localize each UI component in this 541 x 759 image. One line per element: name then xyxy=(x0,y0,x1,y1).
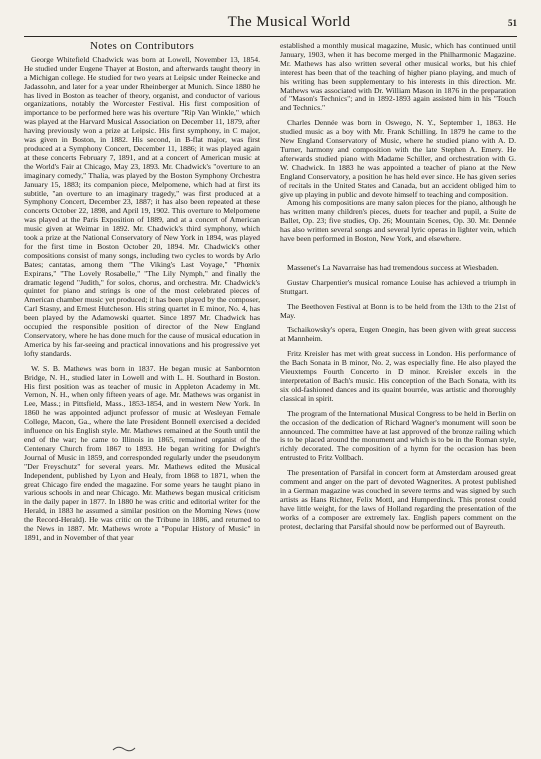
page-number: 51 xyxy=(507,18,517,28)
paragraph-mathews: W. S. B. Mathews was born in 1837. He began music at Sanbornton Bridge, N. H., studied later in Lowell and with L. H. Southard in Boston. His first position was as teacher of music in Appleton Academy in Mt. Vernon, N. H., when only fifteen years of age. Mr. Mathews was organist in Lee, Mass.; in Pittsfield, Mass., 1853-1854, and in western New York. In 1860 he was appointed adjunct professor of music at Wesleyan Female College, Macon, Ga., where the late President Bonnell exercised a decided influence on his English style. Mr. Mathews remained at the South until the end of the war; he came to Illinois in 1865, remained organist of the Centenary Church from 1867 to 1893. He began writing for Dwight's Journal of Music in 1859, and corresponded regularly under the pseudonym "Der Freyschutz" for several years. Mr. Mathews edited the Musical Independent, published by Lyon and Healy, from 1868 to 1871, when the great Chicago fire ended the magazine. For some years he taught piano in various schools in and near Chicago. Mr. Mathews began musical criticism in the daily paper in 1877. In 1880 he was critic and editorial writer for the Herald, in 1883 he assumed a similar position on the Morning News (now the Record-Herald). He was critic on the Tribune in 1886, and returned to the News in 1887. Mr. Mathews wrote a "Popular History of Music" in 1891, and in November of that year xyxy=(24,363,260,542)
right-column xyxy=(280,42,516,532)
news-tschaikowsky: Tschaikowsky's opera, Eugen Onegin, has been given with great success at Mannheim. xyxy=(280,325,516,344)
news-parsifal: The presentation of Parsifal in concert form at Amsterdam aroused great comment and anger on the part of devoted Wagnerites. A protest published in a German magazine was couched in severe terms and was signed by such artists as Hans Richter, Felix Mottl, and Humperdinck. This protest could have little weight, for the laws of Holland regarding the presentation of the works of a composer are extremely lax. English papers comment on the protest, declaring that Parsifal should now be performed out of Bayreuth. xyxy=(280,468,516,531)
news-wagner-congress: The program of the International Musical Congress to be held in Berlin on the occasion of the dedication of Richard Wagner's monument will soon be announced. The committee have at last approved of the bronze railing which is to be placed around the monument and which is to be in the Roman style, richly decorated. The composition of a hymn for the occasion has been entrusted to Fritz Vollbach. xyxy=(280,408,516,463)
magazine-title: The Musical World xyxy=(227,14,351,30)
paragraph-dennee: Charles Dennée was born in Oswego, N. Y., September 1, 1863. He studied music as a boy with Mr. Frank Schilling. In 1879 he came to the New England Conservatory of Music, where he studied piano with A. D. Turner, harmony and composition with the late Stephen A. Emery. He afterwards studied piano with Madame Schiller, and orchestration with G. W. Chadwick. In 1883 he was appointed a teacher of piano at the New England Conservatory, a position he has held ever since. He has given series of recitals in the United States and Canada, but an accident obliged him to give up playing in public and devote himself to teaching and composition. xyxy=(280,118,516,199)
news-beethoven-festival: The Beethoven Festival at Bonn is to be held from the 13th to the 21st of May. xyxy=(280,301,516,320)
news-massenet: Massenet's La Navarraise has had tremendous success at Wiesbaden. xyxy=(287,262,499,272)
news-charpentier: Gustav Charpentier's musical romance Louise has achieved a triumph in Stuttgart. xyxy=(280,277,516,296)
running-header xyxy=(40,14,517,34)
left-column xyxy=(24,42,260,543)
end-ornament xyxy=(112,744,136,754)
header-rule xyxy=(24,36,517,37)
paragraph-dennee-compositions: Among his compositions are many salon pieces for the piano, although he has written many children's pieces, duets for teacher and pupil, a Suite de Ballet, Op. 23; five studies, Op. 26; Mountain Scenes, Op. 30. Mr. Dennée has also written several songs and several lyric operas in lighter vein, which have been performed in Boston, New York, and elsewhere. xyxy=(280,198,516,244)
news-kreisler: Fritz Kreisler has met with great success in London. His performance of the Bach Sonata in B minor, No. 2, was especially fine. He also played the Vieuxtemps Fourth Concerto in D minor. Kreisler excels in the interpretation of Bach's music. His conception of the Bach Sonata, with its six old-fashioned dances and its quaint bourrée, was artistic and thoroughly classical in spirit. xyxy=(280,349,516,403)
paragraph-chadwick: George Whitefield Chadwick was born at Lowell, November 13, 1854. He studied under Eugene Thayer at Boston, and afterwards taught theory in a Michigan college. He studied for two years at Leipsic under Reinecke and Jadassohn, and later for a year under Rheinberger at Munich. Since 1880 he has lived in Boston as teacher of theory, organist, and conductor of various organizations, notably the Worcester Festival. His first composition of importance to be performed here was his overture "Rip Van Winkle," which was played at the Harvard Musical Association on December 11, 1879, after having previously won a prize at Leipsic. His first symphony, in C major, was given in Boston, in 1882. His second, in B-flat major, was first produced at a Symphony Concert, December 11, 1886; it was played again at these concerts February 7, 1891, and at a concert of American music at the World's Fair at Chicago, May 23, 1893. Mr. Chadwick's "overture to an imaginary comedy," Thalia, was played by the Boston Symphony Orchestra January 15, 1883; its companion piece, Melpomene, which had at first its subtitle, "an overture to an imaginary tragedy," was first produced at a Symphony Concert, December 23, 1887; it has also been repeated at these concerts October 22, 1898, and April 19, 1902. This overture to Melpomene was played at the Paris Exposition of 1889, and at a concert of American music given at Weimar in 1892. Mr. Chadwick's third symphony, which took a prize at the National Conservatory of New York in 1894, was played for the first time in Boston October 20, 1894. Mr. Chadwick's other compositions consist of many songs, including two cycles to words by Arlo Bates; cantatas, among them "The Viking's Last Voyage," "Phœnix Expirans," "The Lovely Rosabelle," "The Lily Nymph," and finally the dramatic legend "Judith," for solos, chorus, and orchestra. Mr. Chadwick's quintet for piano and strings is one of the most celebrated pieces of American chamber music yet produced; it has been played by the composer, Carl Stasny, and Ernest Hutcheson. His string quartet in E minor, No. 4, has been played by the Adamowski quartet. Since 1897 Mr. Chadwick has occupied the responsible position of director of the New England Conservatory, where he has done much for the cause of musical education in America by his far-seeing and practical innovations and his progressive yet lofty standards. xyxy=(24,54,260,358)
section-title: Notes on Contributors xyxy=(89,40,195,52)
paragraph-mathews-continued: established a monthly musical magazine, Music, which has continued until January, 1903, when it has become merged in the Philharmonic Magazine. Mr. Mathews has also written several other musical works, but his chief interest has been that of the teaching of higher piano playing, and much of his writing has been supplementary to his interests in this direction. Mr. Mathews was associated with Dr. William Mason in 1876 in the preparation of "Mason's Technics"; and in 1892-1893 again assisted him in his "Touch and Technics." xyxy=(280,41,516,113)
